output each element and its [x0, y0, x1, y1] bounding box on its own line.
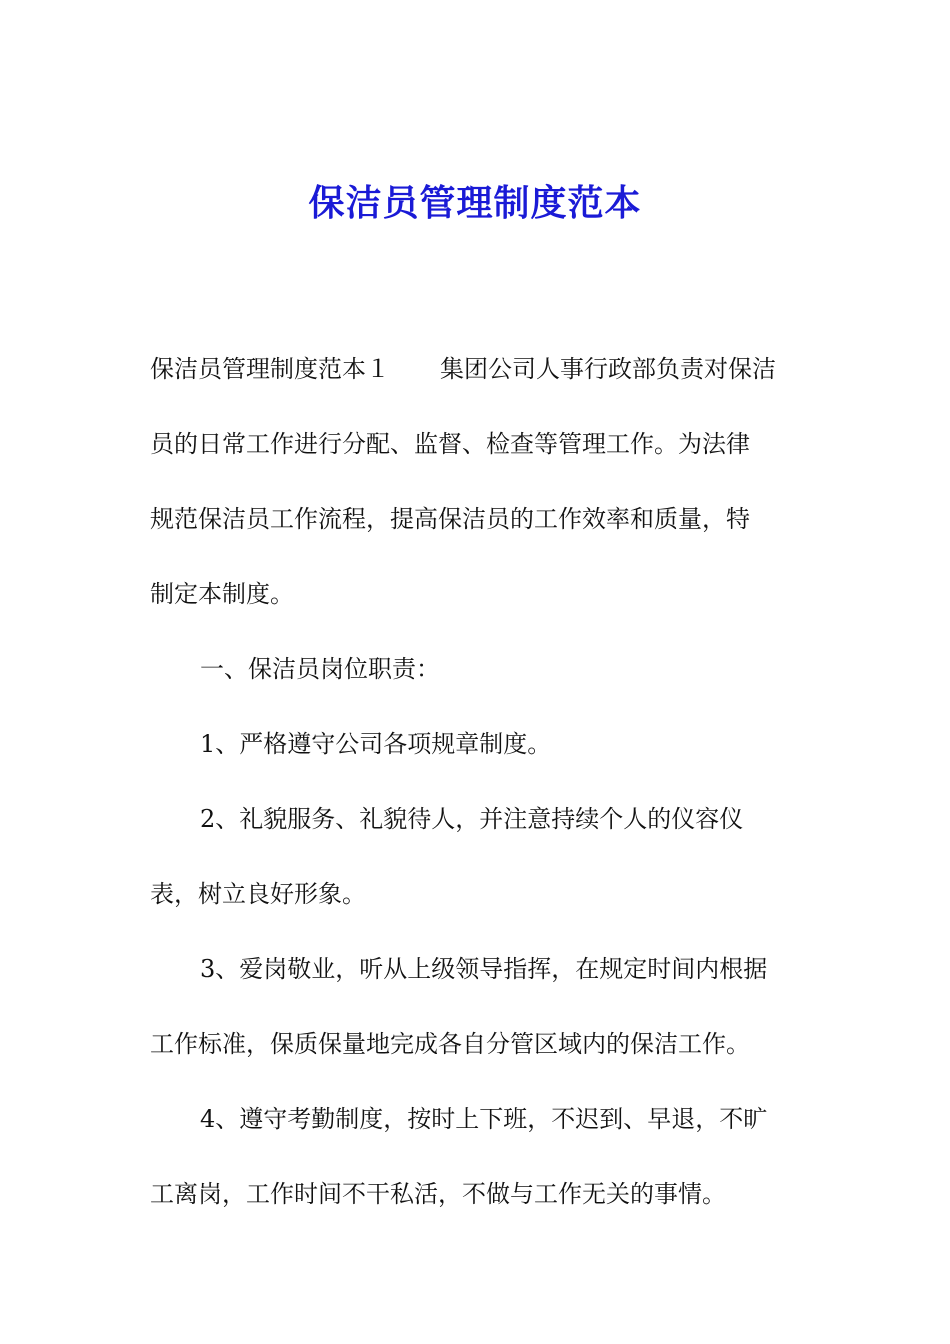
text-line — [150, 1082, 810, 1157]
text-line — [150, 632, 810, 707]
text-line — [150, 782, 810, 857]
text-line — [150, 932, 810, 1007]
text-segment: 制定本制度。 — [150, 580, 294, 608]
text-line — [150, 482, 810, 557]
text-line — [150, 332, 810, 407]
text-line — [150, 1157, 810, 1232]
text-segment: 规范保洁员工作流程，提高保洁员的工作效率和质量，特 — [150, 505, 750, 533]
text-segment: 保洁员管理制度范本１ — [150, 355, 390, 383]
text-line — [150, 707, 810, 782]
text-segment: 4、遵守考勤制度，按时上下班，不迟到、早退，不旷 — [200, 1105, 768, 1133]
document-title: 保洁员管理制度范本 — [308, 182, 642, 224]
text-segment: 员的日常工作进行分配、监督、检查等管理工作。为法律 — [150, 430, 750, 458]
text-line — [150, 407, 810, 482]
text-line — [150, 557, 810, 632]
text-segment: 一、保洁员岗位职责： — [200, 655, 440, 683]
text-segment: 工作标准，保质保量地完成各自分管区域内的保洁工作。 — [150, 1030, 750, 1058]
text-segment: 集团公司人事行政部负责对保洁 — [440, 355, 776, 383]
text-segment: 表，树立良好形象。 — [150, 880, 366, 908]
document-body — [150, 332, 810, 1232]
text-line — [150, 1007, 810, 1082]
text-segment: 2、礼貌服务、礼貌待人，并注意持续个人的仪容仪 — [200, 805, 744, 833]
text-segment: 工离岗，工作时间不干私活，不做与工作无关的事情。 — [150, 1180, 726, 1208]
text-segment: 1、严格遵守公司各项规章制度。 — [200, 730, 552, 758]
text-segment: 3、爱岗敬业，听从上级领导指挥，在规定时间内根据 — [200, 955, 768, 983]
text-line — [150, 857, 810, 932]
